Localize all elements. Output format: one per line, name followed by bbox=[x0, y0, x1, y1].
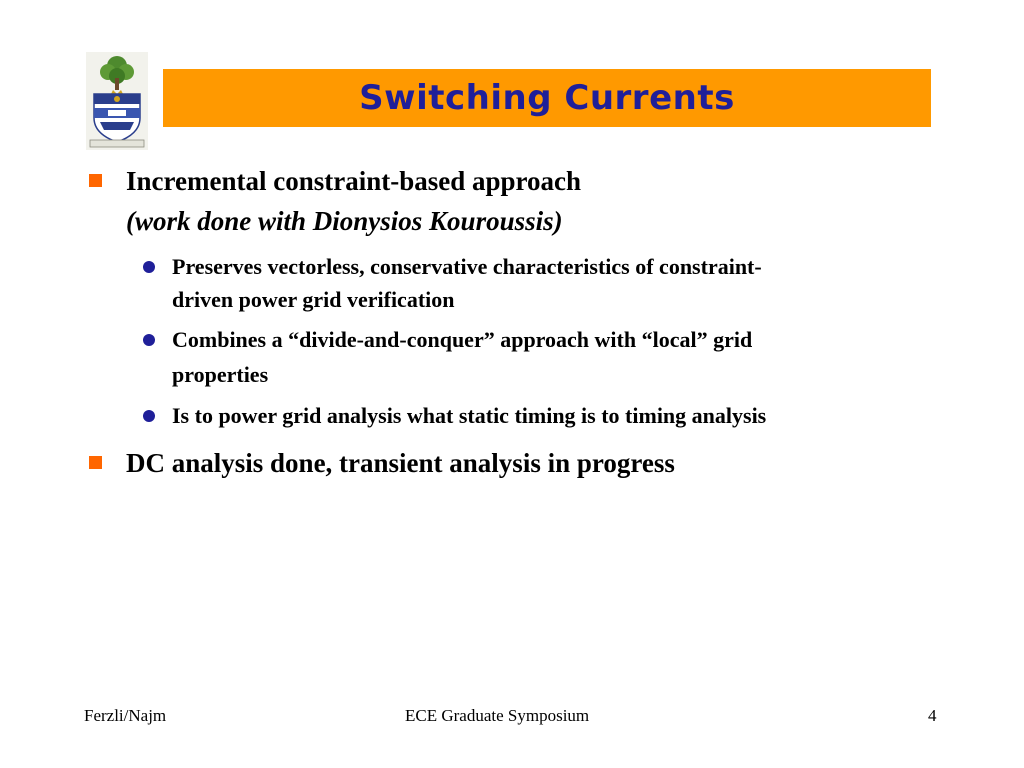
dot-bullet-icon bbox=[143, 410, 155, 422]
slide-title: Switching Currents bbox=[359, 78, 735, 118]
bullet-text: Incremental constraint-based approach bbox=[126, 166, 582, 196]
footer-page-number: 4 bbox=[928, 706, 937, 725]
square-bullet-icon bbox=[89, 456, 102, 469]
dot-bullet-icon bbox=[143, 334, 155, 346]
bullet-text: DC analysis done, transient analysis in progress bbox=[126, 448, 675, 478]
sub-bullet-line: Is to power grid analysis what static timing is to timing analysis bbox=[172, 403, 767, 428]
sub-bullet-line: Preserves vectorless, conservative characteristics of constraint- bbox=[172, 254, 762, 279]
sub-bullet-line: Combines a “divide-and-conquer” approach with “local” grid bbox=[172, 327, 753, 352]
footer-left: Ferzli/Najm bbox=[84, 706, 167, 725]
sub-bullet-line: properties bbox=[172, 362, 269, 387]
sub-bullet-line: driven power grid verification bbox=[172, 287, 455, 312]
bullet-note: (work done with Dionysios Kouroussis) bbox=[126, 206, 563, 236]
footer-center: ECE Graduate Symposium bbox=[405, 706, 590, 725]
dot-bullet-icon bbox=[143, 261, 155, 273]
square-bullet-icon bbox=[89, 174, 102, 187]
